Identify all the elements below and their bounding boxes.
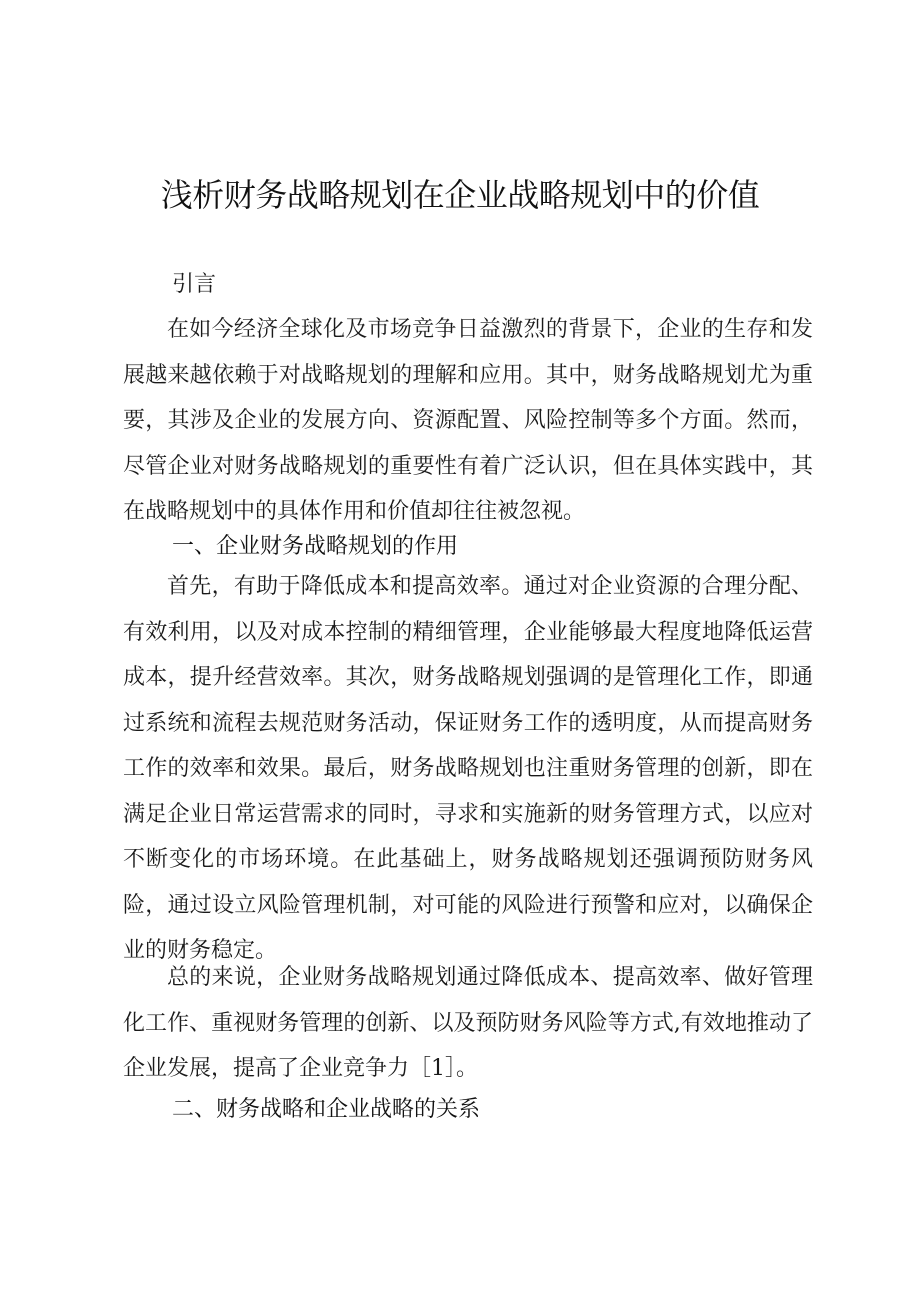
paragraph: 首先，有助于降低成本和提高效率。通过对企业资源的合理分配、有效利用，以及对成本控制的精细管理，企业能够最大程度地降低运营成本，提升经营效率。其次，财务战略规划强调的是管理化工作，即通过系统和流程去规范财务活动，保证财务工作的透明度，从而提高财务工作的效率和效果。最后，财务战略规划也注重财务管理的创新，即在满足企业日常运营需求的同时，寻求和实施新的财务管理方式，以应对不断变化的市场环境。在此基础上，财务战略规划还强调预防财务风险，通过设立风险管理机制，对可能的风险进行预警和应对，以确保企业的财务稳定。: [123, 574, 813, 963]
section-heading-2: 二、财务战略和企业战略的关系: [172, 1097, 481, 1122]
paragraph: 总的来说，企业财务战略规划通过降低成本、提高效率、做好管理化工作、重视财务管理的创新、以及预防财务风险等方式,有效地推动了企业发展，提高了企业竞争力［1］。: [123, 965, 813, 1081]
intro-label: 引言: [172, 272, 217, 297]
section-1-body: [123, 564, 813, 974]
paragraph: 在如今经济全球化及市场竞争日益激烈的背景下，企业的生存和发展越来越依赖于对战略规划的理解和应用。其中，财务战略规划尤为重要，其涉及企业的发展方向、资源配置、风险控制等多个方面。然而，尽管企业对财务战略规划的重要性有着广泛认识，但在具体实践中，其在战略规划中的具体作用和价值却往往被忽视。: [123, 317, 813, 524]
document-title: 浅析财务战略规划在企业战略规划中的价值: [160, 176, 760, 214]
section-1-summary: [123, 955, 813, 1092]
intro-section: [123, 307, 813, 535]
section-heading-1: 一、企业财务战略规划的作用: [172, 534, 459, 559]
